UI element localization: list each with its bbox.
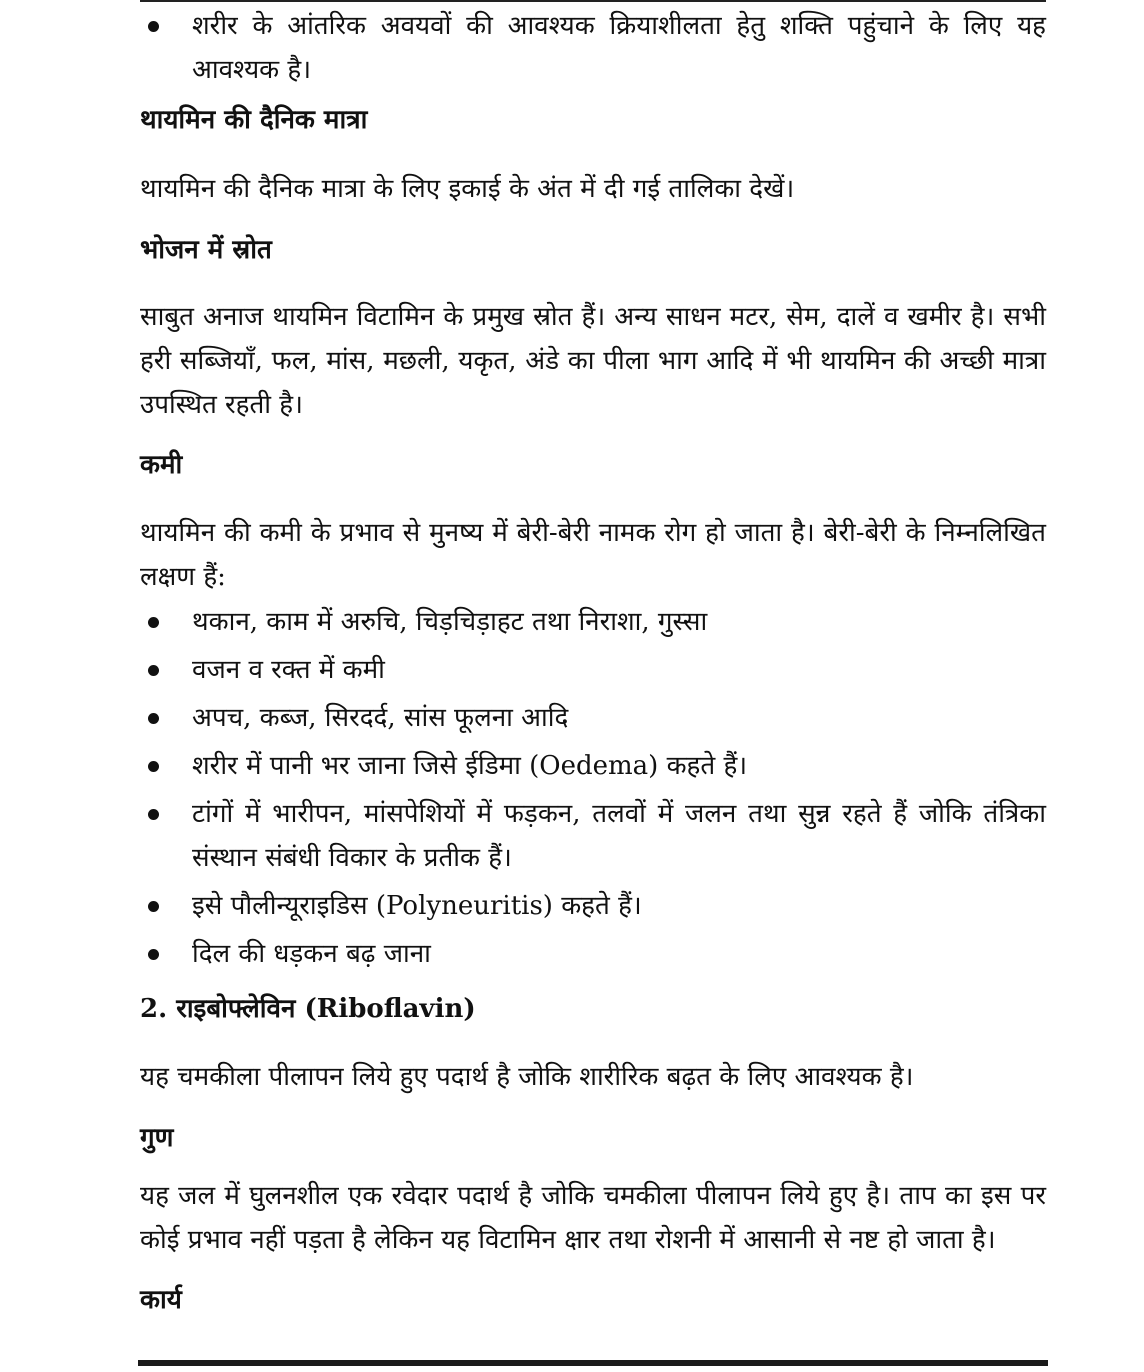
riboflavin-text: यह चमकीला पीलापन लिये हुए पदार्थ है जोकि शारीरिक बढ़त के लिए आवश्यक है। [140,1062,914,1092]
list-item-text: थकान, काम में अरुचि, चिड़चिड़ाहट तथा निराशा, गुस्सा [192,607,708,637]
food-sources-heading: भोजन में स्रोत [140,235,272,265]
continued-bullet-list [140,4,1046,92]
daily-dose-text: थायमिन की दैनिक मात्रा के लिए इकाई के अंत में दी गई तालिका देखें। [140,174,795,204]
properties-heading: गुण [140,1123,174,1153]
bullet-icon [148,901,159,912]
list-item-text: शरीर के आंतरिक अवयवों की आवश्यक क्रियाशीलता हेतु शक्ति पहुंचाने के लिए यह आवश्यक है। [192,11,1046,85]
list-item [140,4,1046,92]
properties-text: यह जल में घुलनशील एक रवेदार पदार्थ है जोकि चमकीला पीलापन लिये हुए है। ताप का इस पर कोई प्रभाव नहीं पड़ता है लेकिन यह विटामिन क्षार तथा रोशनी में आसानी से नष्ट हो जाता है। [140,1181,1046,1255]
deficiency-text: थायमिन की कमी के प्रभाव से मुनष्य में बेरी-बेरी नामक रोग हो जाता है। बेरी-बेरी के निम्नलिखित लक्षण हैं: [140,518,1046,592]
list-item [140,792,1046,880]
list-item [140,884,1046,928]
list-item [140,696,1046,740]
function-heading: कार्य [140,1285,182,1315]
list-item-text: टांगों में भारीपन, मांसपेशियों में फड़कन, तलवों में जलन तथा सुन्न रहते हैं जोकि तंत्रिका संस्थान संबंधी विकार के प्रतीक हैं। [192,799,1046,873]
riboflavin-heading: 2. राइबोफ्लेविन (Riboflavin) [140,994,476,1024]
bullet-icon [148,809,159,820]
bullet-icon [148,761,159,772]
bullet-icon [148,949,159,960]
list-item-text: शरीर में पानी भर जाना जिसे ईडिमा (Oedema) कहते हैं। [192,751,748,781]
list-item-text: दिल की धड़कन बढ़ जाना [192,939,431,969]
list-item-text: वजन व रक्त में कमी [192,655,385,685]
bullet-icon [148,713,159,724]
bullet-icon [148,665,159,676]
list-item [140,744,1046,788]
bullet-icon [148,21,159,32]
list-item [140,600,1046,644]
list-item-text: इसे पौलीन्यूराइडिस (Polyneuritis) कहते हैं। [192,891,642,921]
document-page [140,0,1046,1372]
list-item [140,932,1046,976]
symptoms-list [140,600,1046,976]
daily-dose-heading: थायमिन की दैनिक मात्रा [140,105,368,135]
list-item [140,648,1046,692]
bullet-icon [148,617,159,628]
deficiency-heading: कमी [140,450,183,480]
food-sources-text: साबुत अनाज थायमिन विटामिन के प्रमुख स्रोत हैं। अन्य साधन मटर, सेम, दालें व खमीर है। सभी हरी सब्जियाँ, फल, मांस, मछली, यकृत, अंडे का पीला भाग आदि में भी थायमिन की अच्छी मात्रा उपस्थित रहती है। [140,302,1046,420]
top-rule [140,0,1046,2]
bottom-rule [138,1360,1048,1366]
list-item-text: अपच, कब्ज, सिरदर्द, सांस फूलना आदि [192,703,569,733]
